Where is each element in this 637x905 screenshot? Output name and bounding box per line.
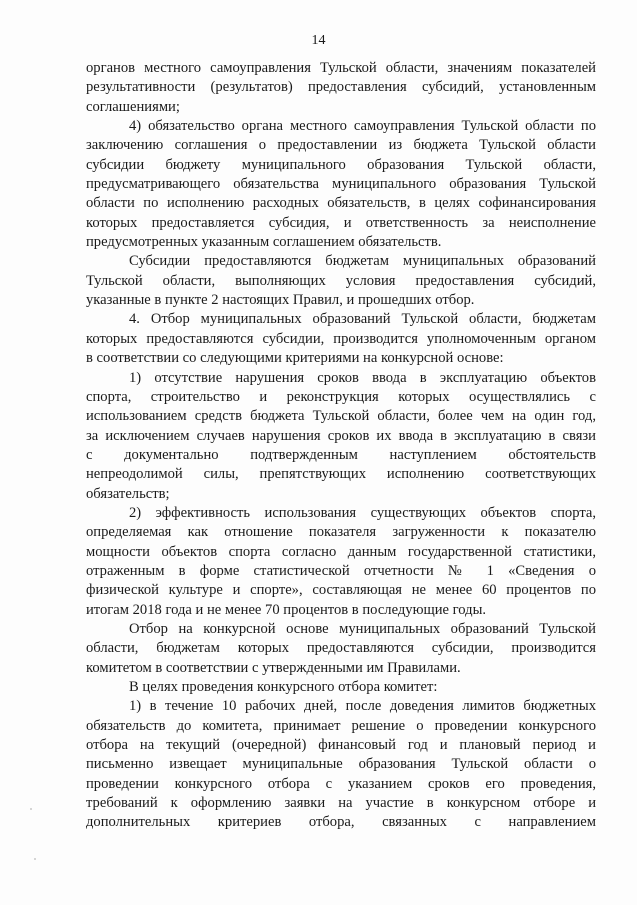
text-line: комитетом в соответствии с утвержденными им Правилами. <box>86 659 461 676</box>
text-line: которых предоставляются субсидии, производится уполномоченным органом <box>86 330 596 347</box>
text-line: предусматривающего обязательства муниципального образования Тульской <box>86 176 596 193</box>
document-body <box>86 59 596 833</box>
text-line: обязательств до комитета, принимает решение о проведении конкурсного <box>86 717 596 734</box>
scan-speck <box>30 808 32 810</box>
text-line: субсидии бюджету муниципального образования Тульской области, <box>86 156 596 173</box>
text-line: за исключением случаев нарушения сроков их ввода в эксплуатацию в связи <box>86 427 596 444</box>
page-number: 14 <box>311 33 326 48</box>
text-line: с документально подтвержденным наступлением обстоятельств <box>86 446 596 463</box>
text-line: письменно извещает муниципальные образования Тульской области о <box>86 756 596 773</box>
text-line: 4) обязательство органа местного самоуправления Тульской области по <box>129 118 596 135</box>
text-line: области по исполнению расходных обязательств, в целях софинансирования <box>86 195 596 212</box>
scan-speck <box>34 858 36 860</box>
text-line: определяемая как отношение показателя загруженности к показателю <box>86 524 596 541</box>
text-line: отбора на текущий (очередной) финансовый год и плановый период и <box>86 737 596 754</box>
text-line: 4. Отбор муниципальных образований Тульской области, бюджетам <box>129 311 596 328</box>
text-line: соглашениями; <box>86 98 180 115</box>
text-line: результативности (результатов) предоставления субсидий, установленным <box>86 79 596 96</box>
text-line: отраженным в форме статистической отчетности № 1 «Сведения о <box>86 562 596 579</box>
text-line: В целях проведения конкурсного отбора комитет: <box>129 679 438 695</box>
text-line: предусмотренных указанным соглашением обязательств. <box>86 234 442 251</box>
text-line: 2) эффективность использования существующих объектов спорта, <box>129 504 596 521</box>
text-line: в соответствии со следующими критериями на конкурсной основе: <box>86 350 504 367</box>
text-line: обязательств; <box>86 485 170 502</box>
text-line: физической культуре и спорте», составляющая не менее 60 процентов по <box>86 582 596 599</box>
text-line: 1) отсутствие нарушения сроков ввода в эксплуатацию объектов <box>129 369 596 386</box>
text-line: итогам 2018 года и не менее 70 процентов в последующие годы. <box>86 601 487 618</box>
text-line: заключению соглашения о предоставлении из бюджета Тульской области <box>86 137 596 154</box>
text-line: которых предоставляется субсидия, и ответственность за неисполнение <box>86 214 596 231</box>
text-line: использованием средств бюджета Тульской области, более чем на один год, <box>86 408 596 425</box>
text-line: мощности объектов спорта согласно данным государственной статистики, <box>86 543 596 560</box>
text-line: Тульской области, выполняющих условия предоставления субсидий, <box>86 272 596 289</box>
text-line: Субсидии предоставляются бюджетам муниципальных образований <box>129 253 596 270</box>
text-line: непреодолимой силы, препятствующих исполнению соответствующих <box>86 466 596 483</box>
text-line: Отбор на конкурсной основе муниципальных образований Тульской <box>129 620 596 637</box>
text-line: дополнительных критериев отбора, связанных с направлением <box>86 814 596 831</box>
text-line: органов местного самоуправления Тульской области, значениям показателей <box>86 60 596 76</box>
text-line: проведении конкурсного отбора с указанием сроков его проведения, <box>86 775 596 792</box>
text-line: требований к оформлению заявки на участие в конкурсном отборе и <box>86 795 596 812</box>
text-line: 1) в течение 10 рабочих дней, после доведения лимитов бюджетных <box>129 698 596 715</box>
text-line: указанные в пункте 2 настоящих Правил, и прошедших отбор. <box>86 292 475 309</box>
text-line: спорта, строительство и реконструкция которых осуществлялись с <box>86 388 596 405</box>
text-line: области, бюджетам которых предоставляются субсидии, производится <box>86 640 596 657</box>
